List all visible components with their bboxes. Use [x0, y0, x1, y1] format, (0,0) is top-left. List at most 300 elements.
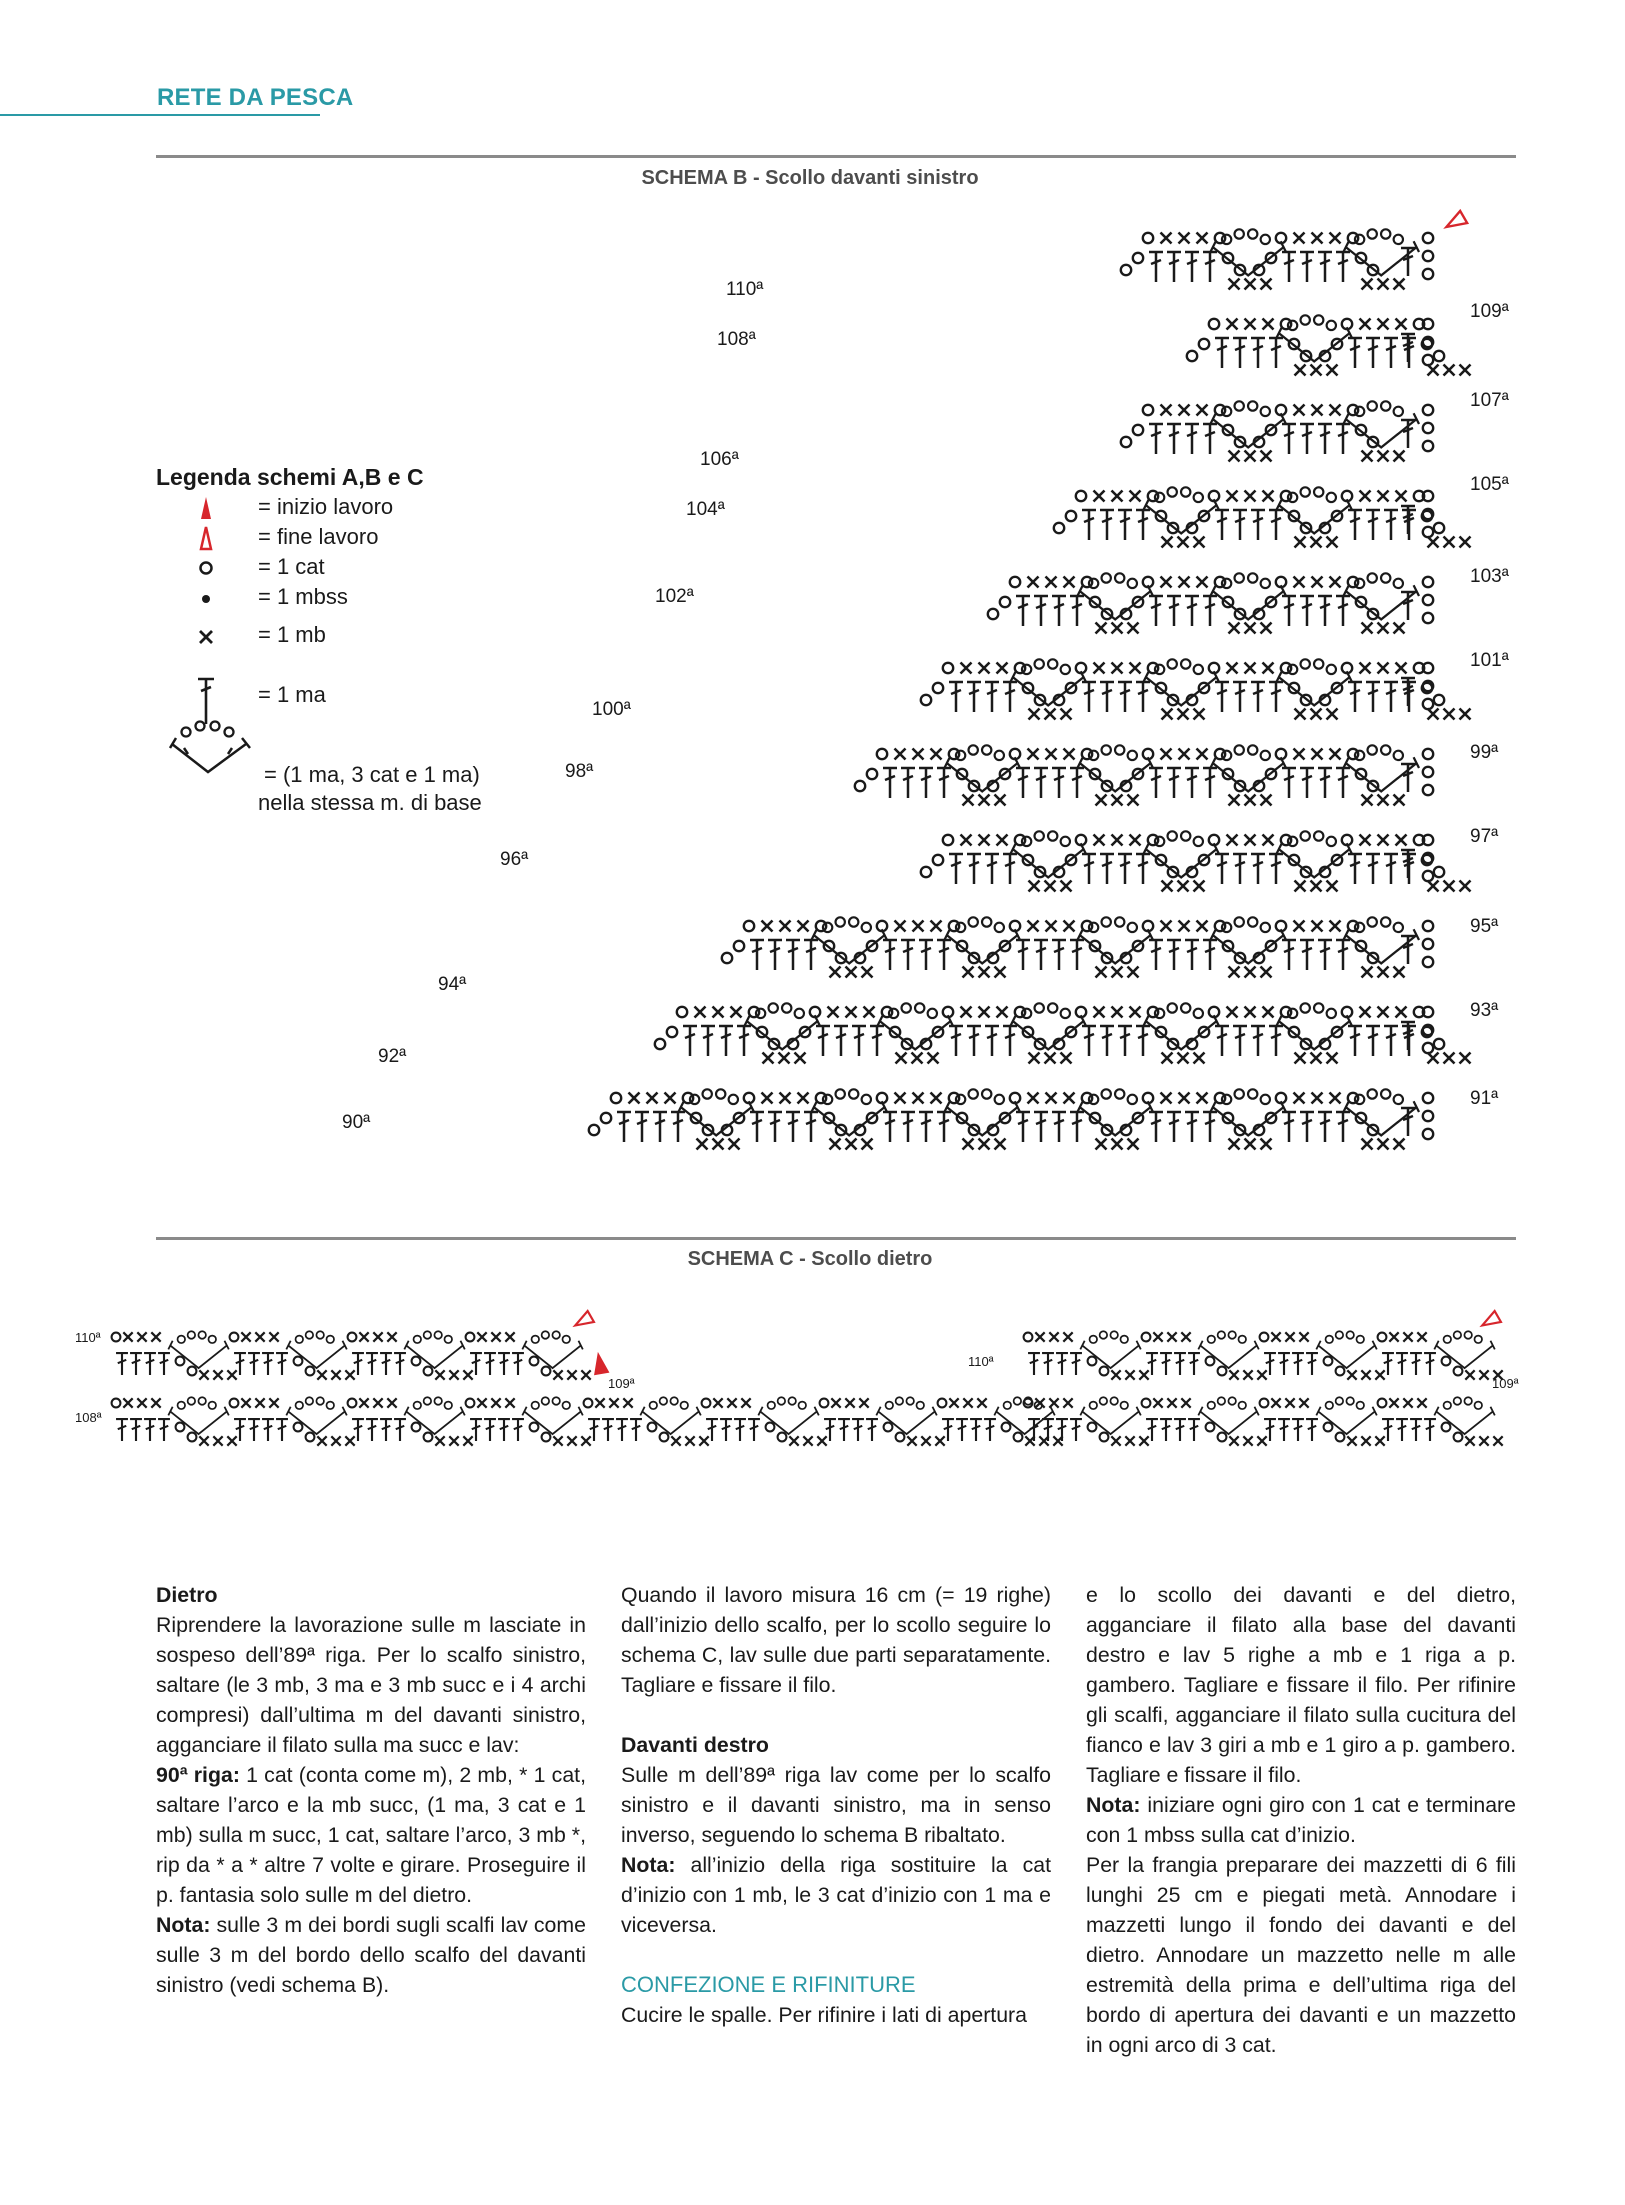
chain-stitch — [956, 923, 965, 932]
single-crochet-stitch — [1028, 1093, 1039, 1104]
single-crochet-stitch — [1403, 1398, 1412, 1407]
single-crochet-stitch — [1311, 1053, 1322, 1064]
single-crochet-stitch — [907, 1436, 916, 1445]
double-crochet-stitch — [1070, 1112, 1084, 1142]
double-crochet-stitch — [276, 1419, 288, 1441]
paragraph-text: e lo scollo dei davanti e del dietro, agganciare il filato alla base del davanti destro e lav 5 righe a mb e 1 riga a p. gambero. Tagliare e fissare il filo. Per rifinire gli scalfi, agganciare il filato sulla cucitura del fianco e lav 3 giri a mb e 1 giro a p. gambero. Tagliare e fissare il filo. — [1086, 1583, 1516, 1787]
chain-stitch — [1336, 1397, 1343, 1404]
single-crochet-stitch — [213, 1436, 222, 1445]
single-crochet-stitch — [713, 1398, 722, 1407]
single-crochet-stitch — [1179, 233, 1190, 244]
single-crochet-stitch — [949, 1398, 958, 1407]
single-crochet-stitch — [699, 1436, 708, 1445]
chain-stitch — [1168, 659, 1177, 668]
double-crochet-stitch — [1300, 596, 1314, 626]
double-crochet-stitch — [1118, 682, 1132, 712]
chain-stitch — [1222, 1095, 1231, 1104]
double-crochet-stitch — [1396, 1353, 1408, 1375]
chain-stitch — [1024, 1333, 1033, 1342]
single-crochet-stitch — [387, 1332, 396, 1341]
paragraph-text: Cucire le spalle. Per rifinire i lati di apertura — [621, 2003, 1027, 2027]
chain-stitch — [230, 1399, 239, 1408]
chain-stitch — [306, 1433, 315, 1442]
chain-stitch — [768, 1402, 775, 1409]
chain-stitch — [915, 1003, 924, 1012]
chain-stitch — [1394, 1095, 1403, 1104]
chain-stitch — [552, 1331, 559, 1338]
single-crochet-stitch — [1094, 491, 1105, 502]
double-crochet-stitch — [1269, 682, 1283, 712]
double-crochet-stitch — [1366, 682, 1380, 712]
chain-stitch — [1288, 321, 1297, 330]
single-crochet-stitch — [1311, 881, 1322, 892]
double-crochet-stitch — [1401, 592, 1415, 620]
single-crochet-stitch — [997, 835, 1008, 846]
chain-stitch — [820, 1399, 829, 1408]
double-crochet-stitch — [985, 854, 999, 884]
chain-stitch — [849, 1089, 858, 1098]
single-crochet-stitch — [1229, 623, 1240, 634]
single-crochet-stitch — [1245, 663, 1256, 674]
single-crochet-stitch — [727, 1398, 736, 1407]
chain-stitch — [782, 1003, 791, 1012]
double-crochet-stitch — [1366, 338, 1380, 368]
double-crochet-stitch — [1278, 1353, 1290, 1375]
single-crochet-stitch — [1378, 491, 1389, 502]
chain-stitch — [795, 1009, 804, 1018]
single-crochet-stitch — [1245, 623, 1256, 634]
single-crochet-stitch — [1197, 921, 1208, 932]
chain-stitch — [1355, 751, 1364, 760]
double-crochet-stitch — [937, 768, 951, 798]
chain-stitch — [1423, 595, 1433, 605]
single-crochet-stitch — [1330, 1093, 1341, 1104]
double-crochet-stitch — [1384, 1026, 1398, 1056]
chain-stitch — [294, 1357, 303, 1366]
single-crochet-stitch — [977, 1398, 986, 1407]
single-crochet-stitch — [963, 967, 974, 978]
single-crochet-stitch — [1312, 1093, 1323, 1104]
chain-stitch — [1235, 229, 1244, 238]
row-label: 109ª — [1492, 1376, 1519, 1391]
row-label: 96ª — [500, 849, 529, 870]
single-crochet-stitch — [1112, 663, 1123, 674]
single-crochet-stitch — [1360, 835, 1371, 846]
single-crochet-stitch — [1460, 881, 1471, 892]
double-crochet-stitch — [1042, 1353, 1054, 1375]
chain-stitch — [1336, 1433, 1345, 1442]
chain-stitch — [756, 1009, 765, 1018]
chain-stitch — [589, 1125, 599, 1135]
single-crochet-stitch — [1049, 1398, 1058, 1407]
single-crochet-stitch — [695, 1007, 706, 1018]
chain-stitch — [1035, 1003, 1044, 1012]
row-label: 106ª — [700, 449, 739, 470]
single-crochet-stitch — [979, 795, 990, 806]
chain-stitch — [1454, 1367, 1463, 1376]
single-crochet-stitch — [1479, 1436, 1488, 1445]
single-crochet-stitch — [137, 1398, 146, 1407]
single-crochet-stitch — [1245, 1139, 1256, 1150]
chain-stitch — [1181, 659, 1190, 668]
single-crochet-stitch — [609, 1398, 618, 1407]
chain-stitch — [1199, 339, 1209, 349]
chain-stitch — [1061, 837, 1070, 846]
single-crochet-stitch — [1330, 749, 1341, 760]
chain-stitch — [306, 1397, 313, 1404]
chain-stitch — [1248, 229, 1257, 238]
single-crochet-stitch — [1112, 967, 1123, 978]
double-crochet-stitch — [130, 1419, 142, 1441]
chain-stitch — [886, 1402, 893, 1409]
paragraph-text: all’inizio della riga sostituire la cat d’inizio con 1 mb, le 3 cat d’inizio con 1 ma e viceversa. — [621, 1853, 1051, 1937]
single-crochet-stitch — [449, 1370, 458, 1379]
double-crochet-stitch — [1318, 940, 1332, 970]
single-crochet-stitch — [1360, 319, 1371, 330]
double-crochet-stitch — [1233, 510, 1247, 540]
double-crochet-stitch — [1028, 1353, 1040, 1375]
single-crochet-stitch — [913, 1093, 924, 1104]
single-crochet-stitch — [505, 1398, 514, 1407]
chain-stitch — [943, 663, 953, 673]
chain-stitch — [444, 1402, 451, 1409]
single-crochet-stitch — [1263, 319, 1274, 330]
double-crochet-stitch — [630, 1419, 642, 1441]
chain-stitch — [1155, 837, 1164, 846]
single-crochet-stitch — [1061, 1053, 1072, 1064]
chain-stitch — [1327, 837, 1336, 846]
double-crochet-stitch — [512, 1419, 524, 1441]
single-crochet-stitch — [798, 1093, 809, 1104]
single-crochet-stitch — [846, 967, 857, 978]
single-crochet-stitch — [1094, 1007, 1105, 1018]
double-crochet-stitch — [1052, 1112, 1066, 1142]
double-crochet-stitch — [1300, 768, 1314, 798]
chain-stitch — [1434, 695, 1444, 705]
chain-stitch — [326, 1402, 333, 1409]
row-label: 109ª — [608, 1376, 635, 1391]
double-crochet-stitch — [1056, 1353, 1068, 1375]
chain-stitch — [1381, 573, 1390, 582]
single-crochet-stitch — [789, 1436, 798, 1445]
single-crochet-stitch — [1243, 1436, 1252, 1445]
chain-stitch — [1378, 1333, 1387, 1342]
double-crochet-stitch — [1070, 1419, 1082, 1441]
single-crochet-stitch — [227, 1436, 236, 1445]
double-crochet-stitch — [804, 1112, 818, 1142]
chain-stitch — [412, 1357, 421, 1366]
chain-stitch — [1423, 527, 1433, 537]
chain-stitch — [1423, 767, 1433, 777]
single-crochet-stitch — [1295, 537, 1306, 548]
double-crochet-stitch — [1188, 1353, 1200, 1375]
row-label: 93ª — [1470, 1000, 1499, 1021]
chain-stitch — [889, 1009, 898, 1018]
chain-stitch — [1115, 573, 1124, 582]
chain-stitch — [1100, 1331, 1107, 1338]
paragraph-text: Dietro — [156, 1583, 218, 1607]
single-crochet-stitch — [1312, 405, 1323, 416]
text-column-1 — [156, 1580, 586, 2000]
single-crochet-stitch — [629, 1093, 640, 1104]
chain-stitch — [933, 683, 943, 693]
single-crochet-stitch — [995, 1139, 1006, 1150]
single-crochet-stitch — [1378, 319, 1389, 330]
single-crochet-stitch — [491, 1398, 500, 1407]
double-crochet-stitch — [1306, 1353, 1318, 1375]
chain-stitch — [849, 917, 858, 926]
single-crochet-stitch — [1261, 1139, 1272, 1150]
single-crochet-stitch — [763, 1053, 774, 1064]
double-crochet-stitch — [1410, 1419, 1422, 1441]
double-crochet-stitch — [248, 1419, 260, 1441]
double-crochet-stitch — [1167, 940, 1181, 970]
chain-stitch — [1035, 659, 1044, 668]
chain-stitch — [969, 917, 978, 926]
chain-stitch — [734, 941, 744, 951]
double-crochet-stitch — [653, 1112, 667, 1142]
single-crochet-stitch — [1444, 537, 1455, 548]
row-label: 99ª — [1470, 742, 1499, 763]
chain-stitch — [703, 1089, 712, 1098]
single-crochet-stitch — [762, 1093, 773, 1104]
chain-stitch — [1228, 1397, 1235, 1404]
double-crochet-stitch — [262, 1419, 274, 1441]
chain-stitch — [1121, 265, 1131, 275]
paragraph — [621, 1760, 1051, 1850]
chain-stitch — [716, 1089, 725, 1098]
chain-stitch — [982, 917, 991, 926]
single-crochet-stitch — [1245, 795, 1256, 806]
chain-stitch — [1454, 1433, 1463, 1442]
chain-stitch — [1336, 1367, 1345, 1376]
double-crochet-stitch — [1052, 940, 1066, 970]
single-crochet-stitch — [1294, 233, 1305, 244]
chain-stitch — [916, 1402, 923, 1409]
double-crochet-stitch — [1282, 768, 1296, 798]
chain-stitch — [1434, 1039, 1444, 1049]
chain-stitch — [1301, 487, 1310, 496]
chain-stitch — [928, 1009, 937, 1018]
double-crochet-stitch — [1292, 1353, 1304, 1375]
double-crochet-stitch — [919, 940, 933, 970]
end-triangle-icon — [1443, 211, 1467, 233]
single-crochet-stitch — [1362, 795, 1373, 806]
chain-stitch — [348, 1399, 357, 1408]
chain-stitch — [1355, 923, 1364, 932]
chain-stitch — [1128, 923, 1137, 932]
chain-stitch — [1327, 321, 1336, 330]
double-crochet-stitch — [701, 1026, 715, 1056]
chain-stitch — [1434, 351, 1444, 361]
double-crochet-stitch — [1203, 1112, 1217, 1142]
single-crochet-stitch — [1029, 881, 1040, 892]
double-crochet-stitch — [366, 1353, 378, 1375]
single-crochet-stitch — [1194, 709, 1205, 720]
double-crochet-stitch — [1282, 252, 1296, 282]
single-crochet-stitch — [1227, 491, 1238, 502]
single-crochet-stitch — [1444, 881, 1455, 892]
chain-stitch — [1088, 1423, 1097, 1432]
chain-stitch — [1090, 1336, 1097, 1343]
chain-stitch — [1261, 579, 1270, 588]
single-crochet-stitch — [961, 663, 972, 674]
double-crochet-stitch — [1366, 510, 1380, 540]
paragraph — [1086, 1790, 1516, 1850]
double-crochet-stitch — [1401, 420, 1415, 448]
chain-stitch — [788, 1397, 795, 1404]
single-crochet-stitch — [1263, 663, 1274, 674]
chain-stitch — [769, 1003, 778, 1012]
chain-stitch — [296, 1336, 303, 1343]
single-crochet-stitch — [1229, 279, 1240, 290]
single-crochet-stitch — [1162, 537, 1173, 548]
paragraph-text: Per la frangia preparare dei mazzetti di 6 fili lunghi 25 cm e piegati metà. Annodare i mazzetti lungo il fondo dei davanti e del dietro. Annodare un mazzetto nelle m alle estremità della prima e dell’ultima riga del bordo di apertura dei davanti e un mazzetto in ogni arco di 3 cat. — [1086, 1853, 1516, 2057]
chain-stitch — [680, 1402, 687, 1409]
single-crochet-stitch — [713, 1007, 724, 1018]
chain-stitch — [1143, 233, 1153, 243]
double-crochet-stitch — [737, 1026, 751, 1056]
double-crochet-stitch — [1149, 252, 1163, 282]
chain-stitch — [1324, 1357, 1333, 1366]
chain-stitch — [1454, 1331, 1461, 1338]
double-crochet-stitch — [919, 1112, 933, 1142]
paragraph-text: Sulle m dell’89ª riga lav come per lo scalfo sinistro e il davanti sinistro, ma in senso inverso, seguendo lo schema B ribaltato. — [621, 1763, 1051, 1847]
double-crochet-stitch — [1424, 1353, 1436, 1375]
double-crochet-stitch — [1348, 682, 1362, 712]
single-crochet-stitch — [477, 1332, 486, 1341]
double-crochet-stitch — [1269, 510, 1283, 540]
double-crochet-stitch — [158, 1419, 170, 1441]
single-crochet-stitch — [1394, 795, 1405, 806]
single-crochet-stitch — [137, 1332, 146, 1341]
paragraph — [156, 1760, 586, 1910]
double-crochet-stitch — [1336, 596, 1350, 626]
single-crochet-stitch — [1493, 1436, 1502, 1445]
chain-stitch — [1394, 751, 1403, 760]
chain-stitch — [1181, 831, 1190, 840]
chain-stitch — [1368, 917, 1377, 926]
single-crochet-stitch — [1263, 835, 1274, 846]
chain-stitch — [982, 745, 991, 754]
single-crochet-stitch — [895, 921, 906, 932]
double-crochet-stitch — [1348, 854, 1362, 884]
chain-stitch — [1423, 921, 1433, 931]
double-crochet-stitch — [1233, 854, 1247, 884]
single-crochet-stitch — [151, 1332, 160, 1341]
double-crochet-stitch — [1318, 768, 1332, 798]
single-crochet-stitch — [1178, 537, 1189, 548]
single-crochet-stitch — [1294, 405, 1305, 416]
single-crochet-stitch — [979, 663, 990, 674]
single-crochet-stitch — [1112, 623, 1123, 634]
chain-stitch — [902, 1003, 911, 1012]
chain-stitch — [1100, 1433, 1109, 1442]
paragraph — [621, 1850, 1051, 1940]
single-crochet-stitch — [1465, 1436, 1474, 1445]
double-crochet-stitch — [1003, 854, 1017, 884]
single-crochet-stitch — [913, 921, 924, 932]
chain-stitch — [306, 1367, 315, 1376]
double-crochet-stitch — [1292, 1419, 1304, 1441]
single-crochet-stitch — [1094, 835, 1105, 846]
chain-stitch — [1248, 917, 1257, 926]
chain-stitch — [296, 1402, 303, 1409]
double-crochet-stitch — [1003, 682, 1017, 712]
chain-stitch — [1423, 749, 1433, 759]
double-crochet-stitch — [883, 1112, 897, 1142]
single-crochet-stitch — [255, 1398, 264, 1407]
chain-stitch — [1181, 1003, 1190, 1012]
double-crochet-stitch — [852, 1419, 864, 1441]
row-label: 95ª — [1470, 916, 1499, 937]
chain-stitch — [1261, 235, 1270, 244]
single-crochet-stitch — [1312, 749, 1323, 760]
single-crochet-stitch — [1029, 709, 1040, 720]
single-crochet-stitch — [623, 1398, 632, 1407]
chain-stitch — [1155, 493, 1164, 502]
double-crochet-stitch — [1306, 1419, 1318, 1441]
row-label: 90ª — [342, 1112, 371, 1133]
single-crochet-stitch — [1197, 577, 1208, 588]
double-crochet-stitch — [1003, 1026, 1017, 1056]
chain-stitch — [198, 1397, 205, 1404]
double-crochet-stitch — [130, 1353, 142, 1375]
subheading — [621, 1730, 1051, 1760]
single-crochet-stitch — [1128, 967, 1139, 978]
subheading-teal — [621, 1970, 1051, 2000]
single-crochet-stitch — [1389, 1398, 1398, 1407]
double-crochet-stitch — [484, 1419, 496, 1441]
chain-stitch — [1035, 831, 1044, 840]
single-crochet-stitch — [1063, 1398, 1072, 1407]
single-crochet-stitch — [979, 1007, 990, 1018]
chain-stitch — [1218, 1367, 1227, 1376]
chain-stitch — [1434, 867, 1444, 877]
chain-stitch — [1288, 665, 1297, 674]
double-crochet-stitch — [1203, 424, 1217, 454]
paragraph-text: CONFEZIONE E RIFINITURE — [621, 1972, 916, 1997]
chain-stitch — [601, 1113, 611, 1123]
single-crochet-stitch — [979, 1139, 990, 1150]
chain-stitch — [1327, 1009, 1336, 1018]
chain-stitch — [1423, 355, 1433, 365]
legend-slip-text: = 1 mbss — [258, 584, 348, 609]
single-crochet-stitch — [331, 1370, 340, 1379]
single-crochet-stitch — [1327, 365, 1338, 376]
single-crochet-stitch — [123, 1398, 132, 1407]
single-crochet-stitch — [1045, 1053, 1056, 1064]
chain-stitch — [722, 953, 732, 963]
chain-stitch — [316, 1331, 323, 1338]
double-crochet-stitch — [144, 1353, 156, 1375]
single-crochet-stitch — [830, 967, 841, 978]
single-crochet-stitch — [581, 1370, 590, 1379]
chain-stitch — [326, 1336, 333, 1343]
legend-start-text: = inizio lavoro — [258, 494, 394, 519]
chain-stitch — [1115, 1089, 1124, 1098]
double-crochet-stitch — [1424, 1419, 1436, 1441]
single-crochet-stitch — [269, 1398, 278, 1407]
chain-stitch — [176, 1357, 185, 1366]
shell-icon — [160, 720, 260, 780]
schema-b-bottom-rule — [156, 1237, 1516, 1240]
chain-stitch — [1168, 487, 1177, 496]
single-crochet-stitch — [828, 1007, 839, 1018]
paragraph-text: Quando il lavoro misura 16 cm (= 19 righe) dall’inizio dello scalfo, per lo scollo seguire lo schema C, lav sulle due parti separatamente. Tagliare e fissare il filo. — [621, 1583, 1051, 1697]
double-crochet-stitch — [949, 1026, 963, 1056]
double-crochet-stitch — [1034, 1112, 1048, 1142]
